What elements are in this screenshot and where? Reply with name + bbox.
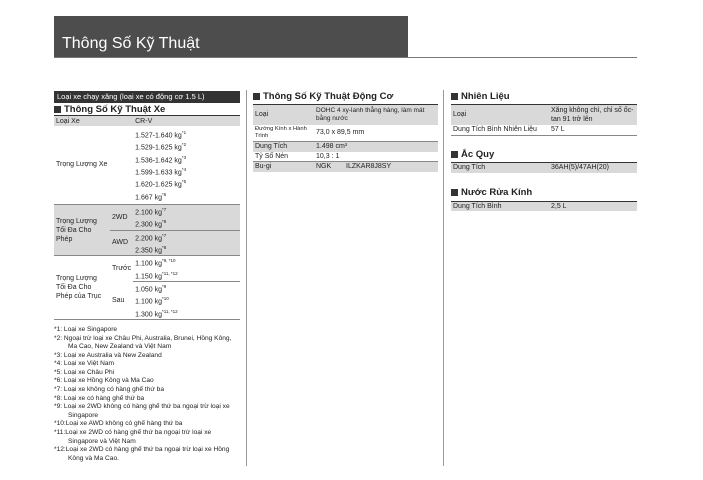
engine-variant-label: Loại xe chạy xăng (loại xe có động cơ 1.5 L) <box>54 91 240 103</box>
washer-capacity-label: Dung Tích Bình <box>453 202 502 210</box>
compression-ratio-value: 10,3 : 1 <box>316 152 340 160</box>
fuel-tank-value: 57 L <box>551 126 565 134</box>
fuel-table <box>451 104 637 136</box>
footnote-item: *12:Loại xe 2WD có hàng ghế thứ ba ngoại trừ loại xe Hồng Kông và Ma Cao. <box>54 446 230 462</box>
max-weight-2wd-values: 2.100 $kg^{*7}$ 2.300 $kg^{*8}$ <box>135 206 167 229</box>
footnote-item: *4: Loại xe Việt Nam <box>54 360 114 368</box>
engine-specs-title: Thông Số Kỹ Thuật Động Cơ <box>253 90 438 102</box>
drive-2wd-label: 2WD <box>112 213 128 221</box>
battery-title: Ắc Quy <box>451 148 637 160</box>
column-divider-left <box>246 90 247 466</box>
footnote-item: *1: Loại xe Singapore <box>54 325 118 333</box>
fuel-type-label: Loại <box>453 111 467 119</box>
section-square-icon <box>253 93 260 100</box>
model-value: CR-V <box>135 117 153 125</box>
compression-ratio-label: Tỷ Số Nén <box>255 152 289 160</box>
axle-weight-label: Trọng Lượng Tối Đa Cho Phép của Trục <box>56 275 102 301</box>
vehicle-weight-label: Trọng Lượng Xe <box>56 161 108 169</box>
washer-capacity-value: 2,5 L <box>551 202 567 210</box>
spark-plug-model: ILZKAR8J8SY <box>346 163 392 171</box>
vehicle-specs-column <box>54 91 240 463</box>
washer-table <box>451 201 637 212</box>
spark-plug-label: Bu-gi <box>255 163 272 171</box>
footnote-item: *8: Loại xe có hàng ghế thứ ba <box>54 394 145 402</box>
vehicle-weight-values: 1.527-1.640 $kg^{*1}$ 1.529-1.625 $kg^{*2}$ 1.536-1.642 $kg^{*3}$ 1.599-1.633 $kg^{*4}$ 1.620-1.625 $kg^{*5}$ 1.667 $kg^{*6}$ <box>135 130 187 201</box>
axle-front-label: Trước <box>112 265 132 273</box>
axle-rear-values: 1.050 $kg^{*9}$ 1.100 $kg^{*10}$ 1.300 $kg^{*11, *12}$ <box>135 283 178 318</box>
battery-capacity-value: 36AH(5)/47AH(20) <box>551 164 609 172</box>
footnote-item: *11:Loại xe 2WD có hàng ghế thứ ba ngoại trừ loại xe Singapore và Việt Nam <box>54 429 212 445</box>
vehicle-specs-title: Thông Số Kỹ Thuật Xe <box>54 103 240 115</box>
axle-front-values: 1.100 $kg^{*9, *10}$ 1.150 $kg^{*11, *12}$ <box>133 256 240 282</box>
header-rule <box>54 57 637 58</box>
section-square-icon <box>451 93 458 100</box>
washer-title: Nước Rửa Kính <box>451 187 637 199</box>
fuel-tank-label: Dung Tích Bình Nhiên Liệu <box>453 126 537 134</box>
column-divider-right <box>443 90 444 466</box>
max-weight-awd-values: 2.200 $kg^{*7}$ 2.350 $kg^{*8}$ <box>135 232 167 255</box>
section-square-icon <box>54 106 61 113</box>
fuel-type-value: Xăng không chì, chỉ số ốc-tan 91 trở lên <box>551 106 634 123</box>
max-weight-label: Trọng Lượng Tối Đa Cho Phép <box>56 217 97 243</box>
footnote-item: *3: Loại xe Australia và New Zealand <box>54 351 162 359</box>
battery-capacity-label: Dung Tích <box>453 164 486 172</box>
axle-rear-label: Sau <box>112 296 125 304</box>
footnote-item: *9: Loại xe 2WD không có hàng ghế thứ ba ngoại trừ loại xe Singapore <box>54 403 230 419</box>
model-label: Loại Xe <box>56 117 80 125</box>
battery-table <box>451 162 637 173</box>
footnote-item: *10:Loại xe AWD không có ghế hàng thứ ba <box>54 420 183 428</box>
drive-awd-label: AWD <box>112 239 129 247</box>
displacement-label: Dung Tích <box>255 143 288 151</box>
bore-stroke-label: Đường Kính x Hành Trình <box>255 125 307 139</box>
bore-stroke-value: 73,0 x 89,5 mm <box>316 129 365 137</box>
section-square-icon <box>451 189 458 196</box>
footnote-item: *7: Loại xe không có hàng ghế thứ ba <box>54 386 164 394</box>
footnote-item: *2: Ngoại trừ loại xe Châu Phi, Australia, Brunei, Hồng Kông, Ma Cao, New Zealand và Việt Nam <box>54 334 232 351</box>
engine-type-label: Loại <box>255 111 269 119</box>
fluids-column <box>451 90 637 211</box>
fuel-title: Nhiên Liệu <box>451 90 637 102</box>
engine-type-value: DOHC 4 xy-lanh thẳng hàng, làm mát bằng nước <box>316 106 425 122</box>
page-title: Thông Số Kỹ Thuật <box>62 35 200 52</box>
engine-specs-column <box>253 90 438 172</box>
footnote-item: *5: Loại xe Châu Phi <box>54 368 115 376</box>
displacement-value: 1.498 cm³ <box>316 143 348 151</box>
section-square-icon <box>451 151 458 158</box>
footnote-item: *6: Loại xe Hồng Kông và Ma Cao <box>54 377 154 385</box>
vehicle-specs-table <box>54 115 240 320</box>
engine-specs-table <box>253 104 438 172</box>
spark-plug-brand: NGK <box>316 163 332 171</box>
footnote-list <box>54 326 240 464</box>
